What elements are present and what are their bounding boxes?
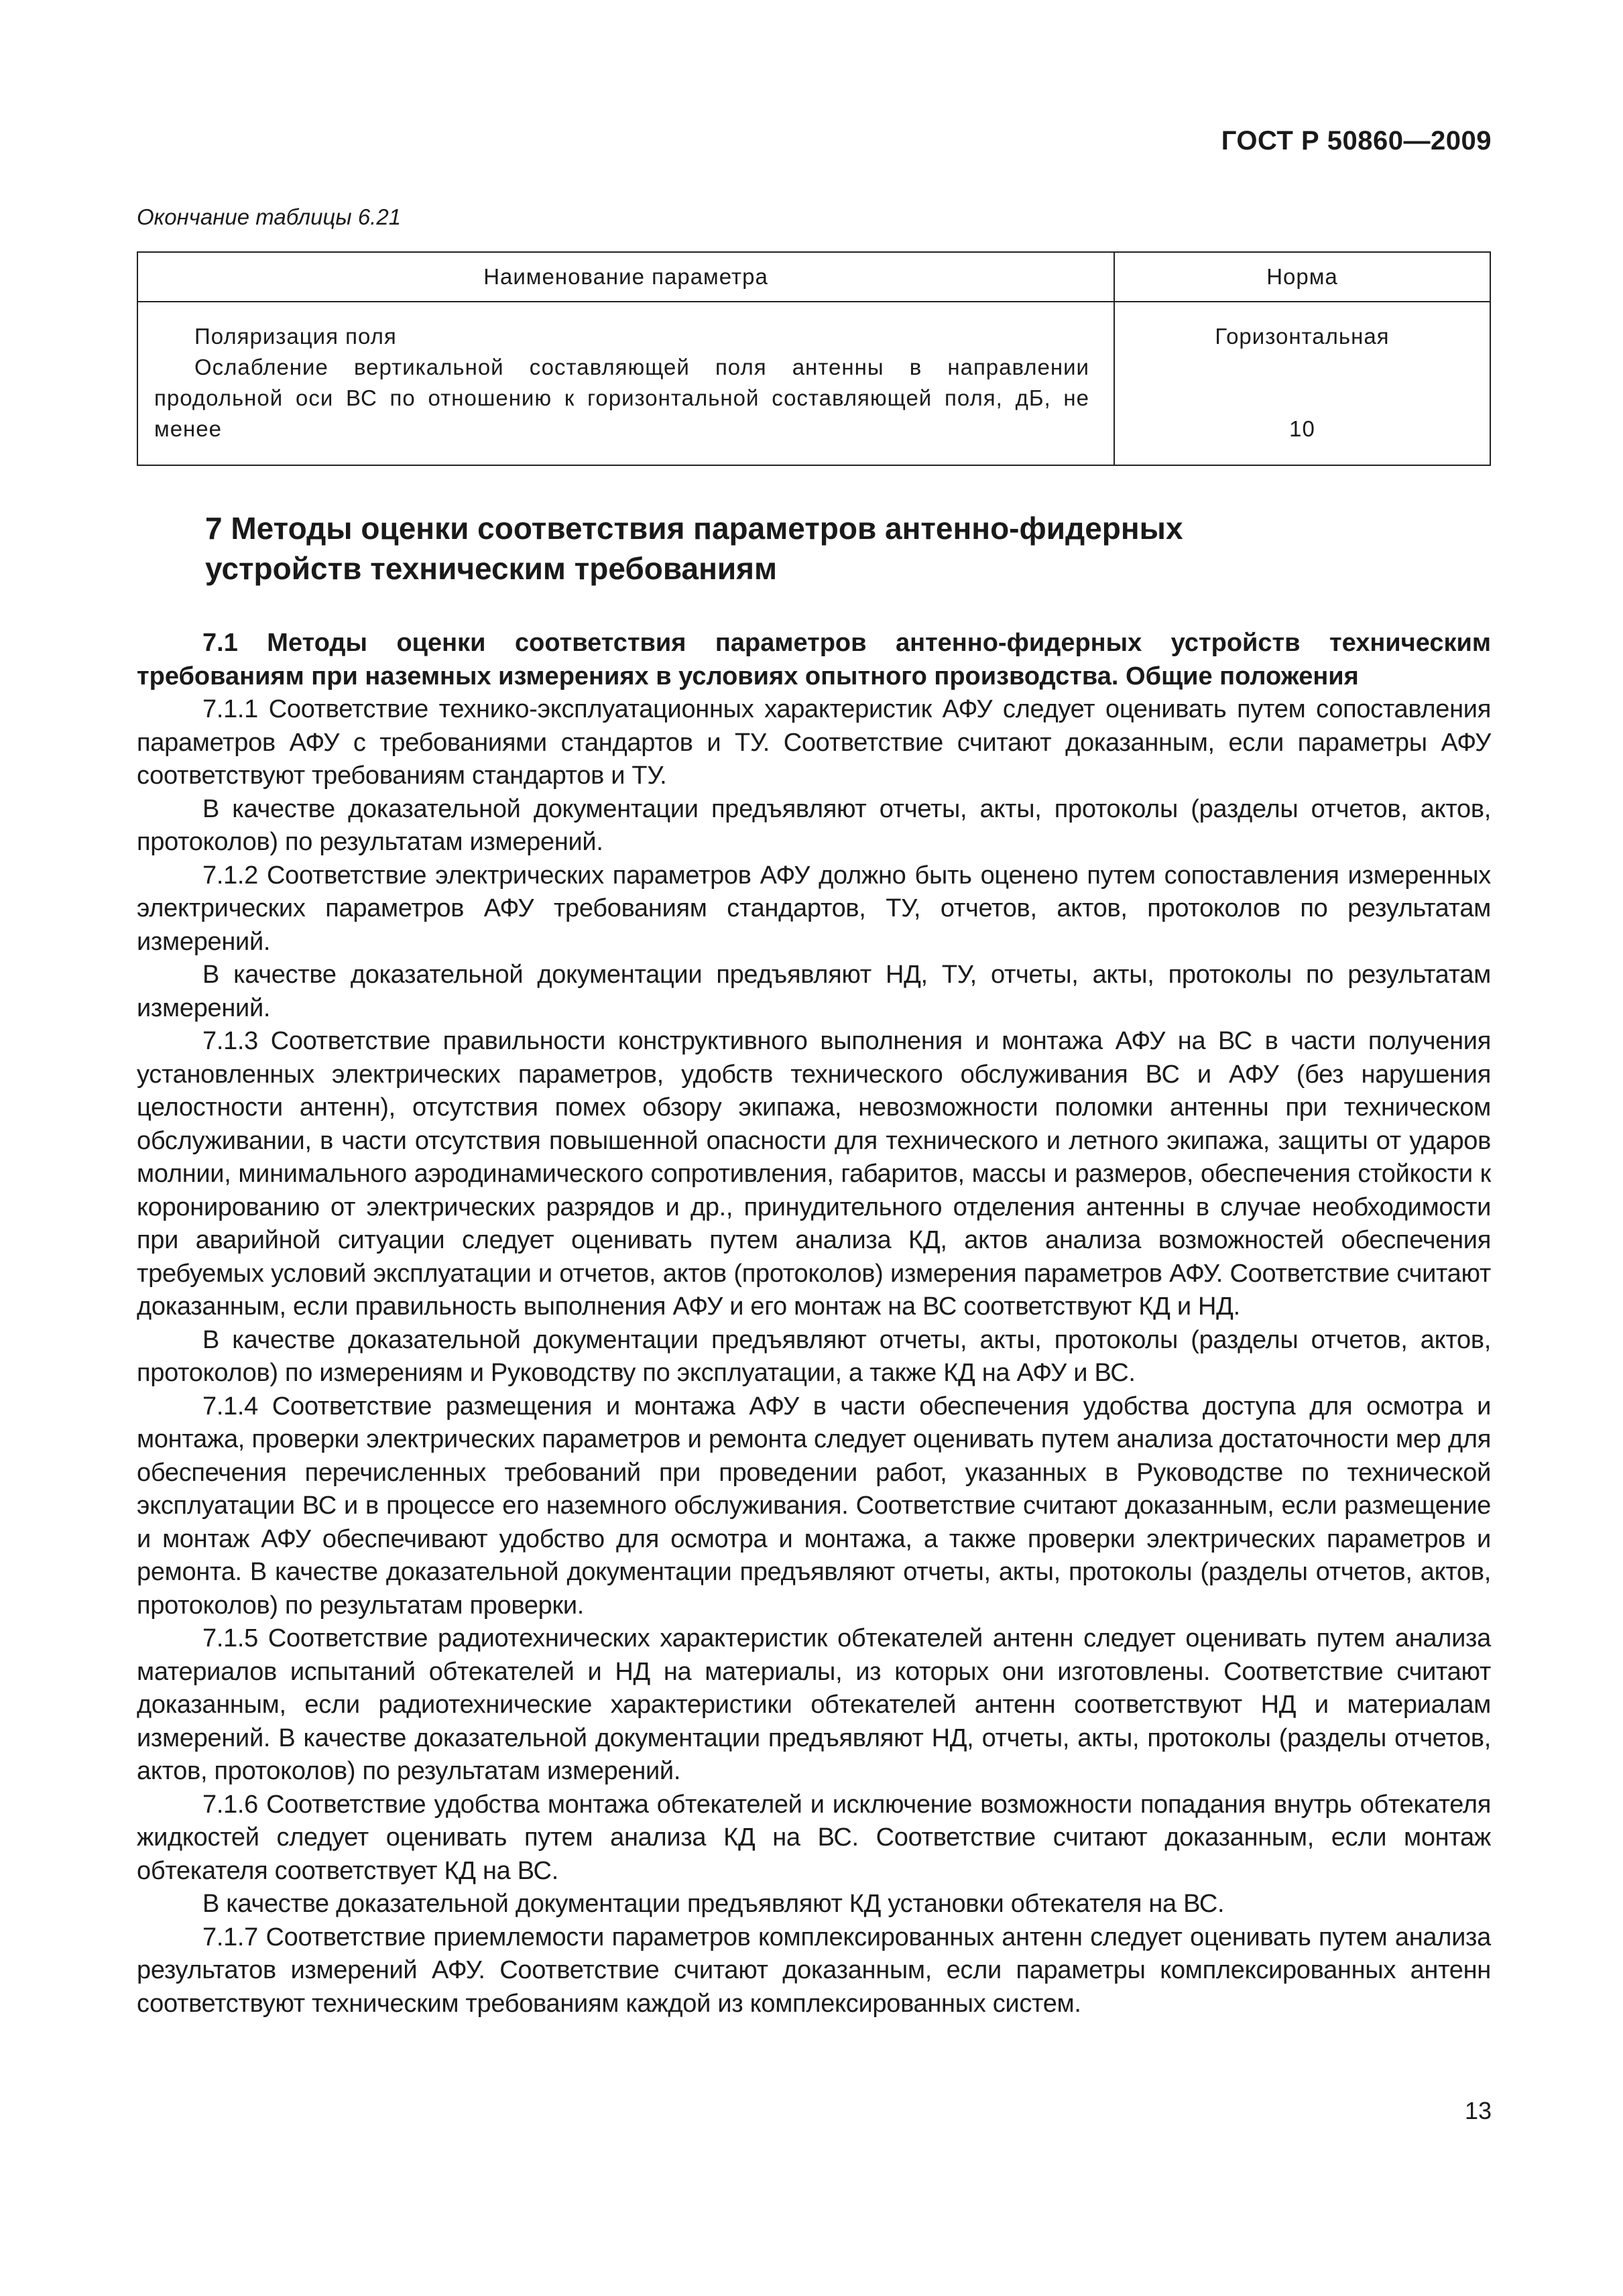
section-heading: 7 Методы оценки соответствия параметров антенно-фидерных устройств техническим требованиям	[205, 511, 1183, 586]
subsection-heading: 7.1 Методы оценки соответствия параметров антенно-фидерных устройств техническим требованиям при наземных измерениях в условиях опытного производства. Общие положения	[137, 629, 1491, 690]
parameter-attenuation: Ослабление вертикальной составляющей поля антенны в направлении продольной оси ВС по отношению к горизонтальной составляющей поля, дБ, не менее	[154, 355, 1089, 441]
table-caption: Окончание таблицы 6.21	[137, 204, 402, 229]
parameter-polarization: Поляризация поля	[194, 324, 397, 349]
section-body	[137, 627, 1491, 2020]
column-header-parameter: Наименование параметра	[137, 252, 1114, 302]
table-row	[137, 302, 1490, 465]
table-header-row	[137, 252, 1490, 302]
paragraph: В качестве доказательной документации предъявляют отчеты, акты, протоколы (разделы отчетов, актов, протоколов) по измерениям и Руководству по эксплуатации, а также КД на АФУ и ВС.	[137, 1325, 1491, 1387]
column-header-norm: Норма	[1114, 252, 1490, 302]
standard-code: ГОСТ Р 50860—2009	[1221, 126, 1492, 156]
paragraph: 7.1.3 Соответствие правильности конструктивного выполнения и монтажа АФУ на ВС в части получения установленных электрических параметров, удобств технического обслуживания ВС и АФУ (без нарушения целостности антенн), отсутствия помех обзору экипажа, невозможности поломки антенны при техническом обслуживании, в части отсутствия повышенной опасности для технического и летного экипажа, защиты от ударов молнии, минимального аэродинамического сопротивления, габаритов, массы и размеров, обеспечения стойкости к коронированию от электрических разрядов и др., принудительного отделения антенны в случае необходимости при аварийной ситуации следует оценивать путем анализа КД, актов анализа возможностей обеспечения требуемых условий эксплуатации и отчетов, актов (протоколов) измерения параметров АФУ. Соответствие считают доказанным, если правильность выполнения АФУ и его монтаж на ВС соответствуют КД и НД.	[137, 1027, 1491, 1321]
paragraph: 7.1.4 Соответствие размещения и монтажа АФУ в части обеспечения удобства доступа для осмотра и монтажа, проверки электрических параметров и ремонта следует оценивать путем анализа достаточности мер для обеспечения перечисленных требований при проведении работ, указанных в Руководстве по технической эксплуатации ВС и в процессе его наземного обслуживания. Соответствие считают доказанным, если размещение и монтаж АФУ обеспечивают удобство для осмотра и монтажа, а также проверки электрических параметров и ремонта. В качестве доказательной документации предъявляют отчеты, акты, протоколы (разделы отчетов, актов, протоколов) по результатам проверки.	[137, 1392, 1491, 1620]
paragraph: 7.1.7 Соответствие приемлемости параметров комплексированных антенн следует оценивать путем анализа результатов измерений АФУ. Соответствие считают доказанным, если параметры комплексированных антенн соответствуют техническим требованиям каждой из комплексированных систем.	[137, 1923, 1491, 2018]
paragraph: 7.1.2 Соответствие электрических параметров АФУ должно быть оценено путем сопоставления измеренных электрических параметров АФУ требованиям стандартов, ТУ, отчетов, актов, протоколов по результатам измерений.	[137, 861, 1491, 956]
paragraph: 7.1.1 Соответствие технико-эксплуатационных характеристик АФУ следует оценивать путем сопоставления параметров АФУ с требованиями стандартов и ТУ. Соответствие считают доказанным, если параметры АФУ соответствуют требованиям стандартов и ТУ.	[137, 695, 1491, 790]
paragraph: 7.1.6 Соответствие удобства монтажа обтекателей и исключение возможности попадания внутрь обтекателя жидкостей следует оценивать путем анализа КД на ВС. Соответствие считают доказанным, если монтаж обтекателя соответствует КД на ВС.	[137, 1790, 1491, 1885]
page-number: 13	[1464, 2097, 1492, 2124]
norm-cell	[1114, 302, 1490, 465]
paragraph: В качестве доказательной документации предъявляют НД, ТУ, отчеты, акты, протоколы по результатам измерений.	[137, 961, 1491, 1022]
paragraph: В качестве доказательной документации предъявляют отчеты, акты, протоколы (разделы отчетов, актов, протоколов) по результатам измерений.	[137, 794, 1491, 856]
paragraph: 7.1.5 Соответствие радиотехнических характеристик обтекателей антенн следует оценивать путем анализа материалов испытаний обтекателей и НД на материалы, из которых они изготовлены. Соответствие считают доказанным, если радиотехнические характеристики обтекателей антенн соответствуют НД и материалам измерений. В качестве доказательной документации предъявляют НД, отчеты, акты, протоколы (разделы отчетов, актов, протоколов) по результатам измерений.	[137, 1624, 1491, 1785]
norm-polarization: Горизонтальная	[1215, 324, 1390, 349]
parameter-cell	[137, 302, 1114, 465]
parameters-table	[137, 251, 1491, 466]
norm-attenuation: 10	[1289, 416, 1315, 441]
paragraph: В качестве доказательной документации предъявляют КД установки обтекателя на ВС.	[202, 1890, 1225, 1918]
